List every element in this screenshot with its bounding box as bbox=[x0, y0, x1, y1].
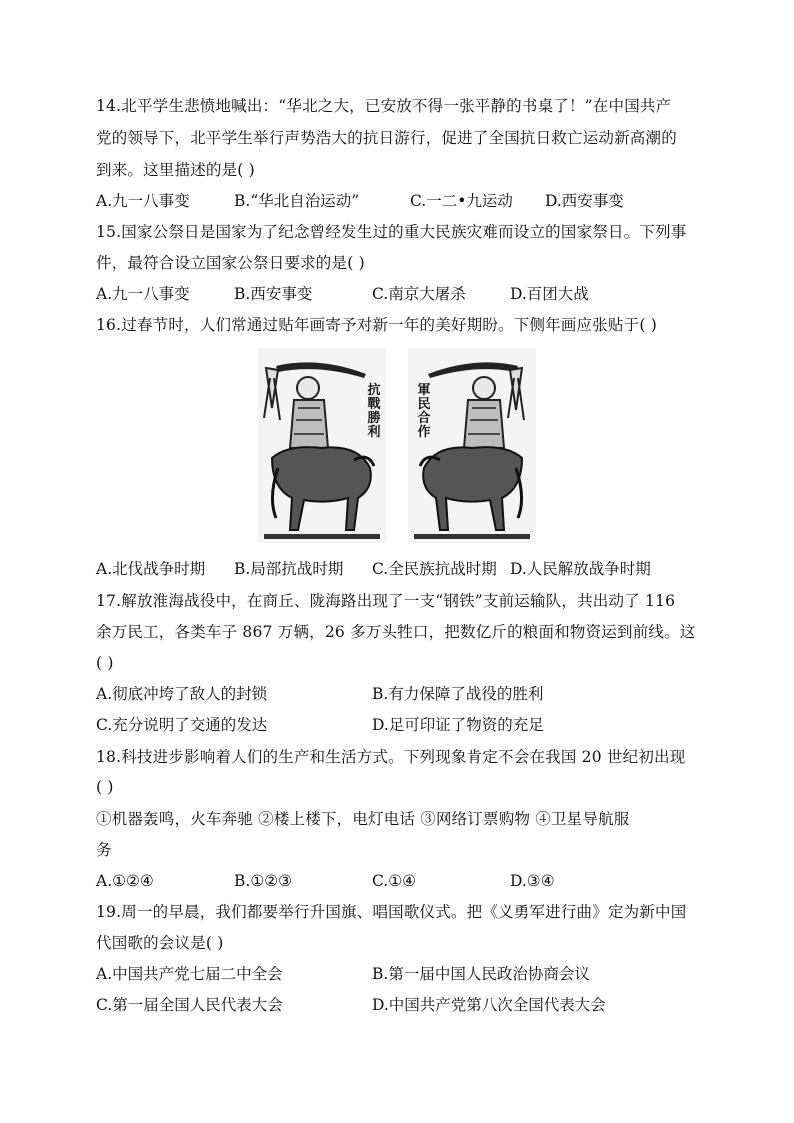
q18-stem-line-3: ①机器轰鸣，火车奔驰 ②楼上楼下，电灯电话 ③网络订票购物 ④卫星导航服 bbox=[96, 810, 630, 828]
q17-option-b: B.有力保障了战役的胜利 bbox=[372, 685, 544, 703]
q14-stem-line-2: 党的领导下，北平学生举行声势浩大的抗日游行，促进了全国抗日救亡运动新高潮的 bbox=[96, 129, 677, 147]
q15-option-b: B.西安事变 bbox=[234, 285, 313, 303]
q17-option-c: C.充分说明了交通的发达 bbox=[96, 716, 268, 734]
q14-option-c: C.一二•九运动 bbox=[410, 192, 513, 210]
q17-option-d: D.足可印证了物资的充足 bbox=[372, 716, 544, 734]
q17-option-a: A.彻底冲垮了敌人的封锁 bbox=[96, 685, 268, 703]
q19-stem-line-1: 19.周一的早晨，我们都要举行升国旗、唱国歌仪式。把《义勇军进行曲》定为新中国 bbox=[96, 903, 687, 921]
q15-option-d: D.百团大战 bbox=[510, 285, 589, 303]
q16-option-a: A.北伐战争时期 bbox=[96, 560, 206, 578]
q16-option-d: D.人民解放战争时期 bbox=[510, 560, 651, 578]
q16-stem-line-1: 16.过春节时，人们常通过贴年画寄予对新一年的美好期盼。下侧年画应张贴于( ) bbox=[96, 316, 657, 334]
q18-stem-line-4: 务 bbox=[96, 841, 112, 859]
q17-stem-line-2: 余万民工，各类车子 867 万辆，26 多万头牲口，把数亿斤的粮面和物资运到前线。这 bbox=[96, 623, 696, 641]
q17-stem-line-3: ( ) bbox=[96, 654, 114, 672]
q19-option-a: A.中国共产党七届二中全会 bbox=[96, 965, 283, 983]
q15-option-a: A.九一八事变 bbox=[96, 285, 190, 303]
q19-option-c: C.第一届全国人民代表大会 bbox=[96, 996, 283, 1014]
q19-option-d: D.中国共产党第八次全国代表大会 bbox=[372, 996, 606, 1014]
left-painting-caption: 抗戰勝利 bbox=[367, 383, 381, 440]
q15-stem-line-2: 件，最符合设立国家公祭日要求的是( ) bbox=[96, 254, 365, 272]
q18-option-a: A.①②④ bbox=[96, 872, 154, 890]
q14-option-d: D.西安事变 bbox=[545, 192, 624, 210]
new-year-paintings-figure bbox=[258, 348, 536, 543]
q16-option-c: C.全民族抗战时期 bbox=[372, 560, 497, 578]
q18-stem-line-2: ( ) bbox=[96, 778, 114, 796]
q14-stem-line-3: 到来。这里描述的是( ) bbox=[96, 161, 255, 179]
q18-option-d: D.③④ bbox=[510, 872, 555, 890]
warrior-on-horse-left-icon bbox=[258, 348, 386, 543]
q18-stem-line-1: 18.科技进步影响着人们的生产和生活方式。下列现象肯定不会在我国 20 世纪初出现 bbox=[96, 748, 686, 766]
q16-option-b: B.局部抗战时期 bbox=[234, 560, 344, 578]
q18-option-b: B.①②③ bbox=[234, 872, 293, 890]
q17-stem-line-1: 17.解放淮海战役中，在商丘、陇海路出现了一支“钢铁”支前运输队，共出动了 116 bbox=[96, 592, 676, 610]
q14-option-a: A.九一八事变 bbox=[96, 192, 190, 210]
q19-option-b: B.第一届中国人民政治协商会议 bbox=[372, 965, 590, 983]
q15-option-c: C.南京大屠杀 bbox=[372, 285, 466, 303]
warrior-on-horse-right-icon bbox=[408, 348, 536, 543]
new-year-painting-left bbox=[258, 348, 386, 543]
q14-stem-line-1: 14.北平学生悲愤地喊出：“华北之大，已安放不得一张平静的书桌了！”在中国共产 bbox=[96, 97, 672, 115]
right-painting-caption: 軍民合作 bbox=[417, 383, 431, 440]
q19-stem-line-2: 代国歌的会议是( ) bbox=[96, 934, 224, 952]
q18-option-c: C.①④ bbox=[372, 872, 417, 890]
q14-option-b: B.“华北自治运动” bbox=[234, 192, 360, 210]
q15-stem-line-1: 15.国家公祭日是国家为了纪念曾经发生过的重大民族灾难而设立的国家祭日。下列事 bbox=[96, 223, 687, 241]
new-year-painting-right bbox=[408, 348, 536, 543]
